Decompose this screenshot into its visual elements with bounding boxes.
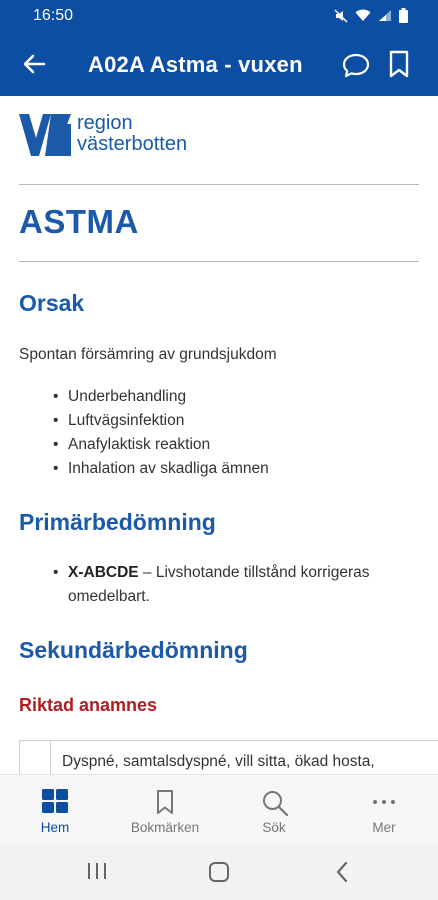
battery-icon [399,8,408,23]
logo-line-2: västerbotten [77,133,188,155]
system-navigation-bar [0,843,438,900]
nav-label: Mer [372,820,396,835]
logo-line-1: region [77,112,133,134]
list-item: • Inhalation av skadliga ämnen [53,457,269,481]
document-title: ASTMA [19,203,139,240]
app-bar [0,32,438,96]
primar-bold: X-ABCDE [68,564,139,581]
primar-item [53,561,428,609]
grid-icon [42,789,68,813]
mute-icon [334,9,348,23]
bottom-navigation [0,774,438,844]
nav-label: Hem [40,820,70,835]
anamnes-table [19,740,438,774]
back-arrow-icon[interactable] [20,50,50,78]
region-logo-mark [19,114,71,156]
list-item: • Anafylaktisk reaktion [53,433,269,457]
signal-icon [378,9,392,22]
status-icons [334,8,408,23]
divider [19,261,419,262]
status-time: 16:50 [33,7,74,24]
nav-item-bokmarken[interactable] [125,775,205,844]
region-logo-text [77,113,187,155]
back-icon[interactable] [334,861,350,883]
more-icon [371,789,397,815]
table-cell: Dyspné, samtalsdyspné, vill sitta, ökad hosta, [62,753,375,770]
bookmark-icon [152,789,178,815]
list-item: • Luftvägsinfektion [53,409,269,433]
home-icon[interactable] [208,861,230,883]
primar-text: – Livshotande tillstånd korrigeras omedelbart. [68,564,370,605]
wifi-icon [355,9,371,22]
status-bar [0,0,438,32]
heading-orsak: Orsak [19,290,85,316]
comment-icon[interactable] [341,50,371,80]
heading-sekundarbedomning: Sekundärbedömning [19,637,248,663]
nav-item-sok[interactable] [234,775,314,844]
orsak-intro: Spontan försämring av grundsjukdom [19,346,277,363]
document-content[interactable] [0,96,438,774]
page-title: A02A Astma - vuxen [88,52,303,77]
nav-label: Bokmärken [130,820,200,835]
recent-apps-icon[interactable] [86,862,108,880]
nav-item-hem[interactable] [15,775,95,844]
search-icon [261,789,289,817]
table-column-divider [50,741,51,774]
heading-primarbedomning: Primärbedömning [19,509,216,535]
nav-label: Sök [262,820,286,835]
nav-item-mer[interactable] [344,775,424,844]
list-item: • Underbehandling [53,385,269,409]
subheading-riktad-anamnes: Riktad anamnes [19,695,158,715]
orsak-list [53,385,269,481]
bookmark-icon[interactable] [386,49,412,79]
divider [19,184,419,185]
region-logo [19,114,209,159]
